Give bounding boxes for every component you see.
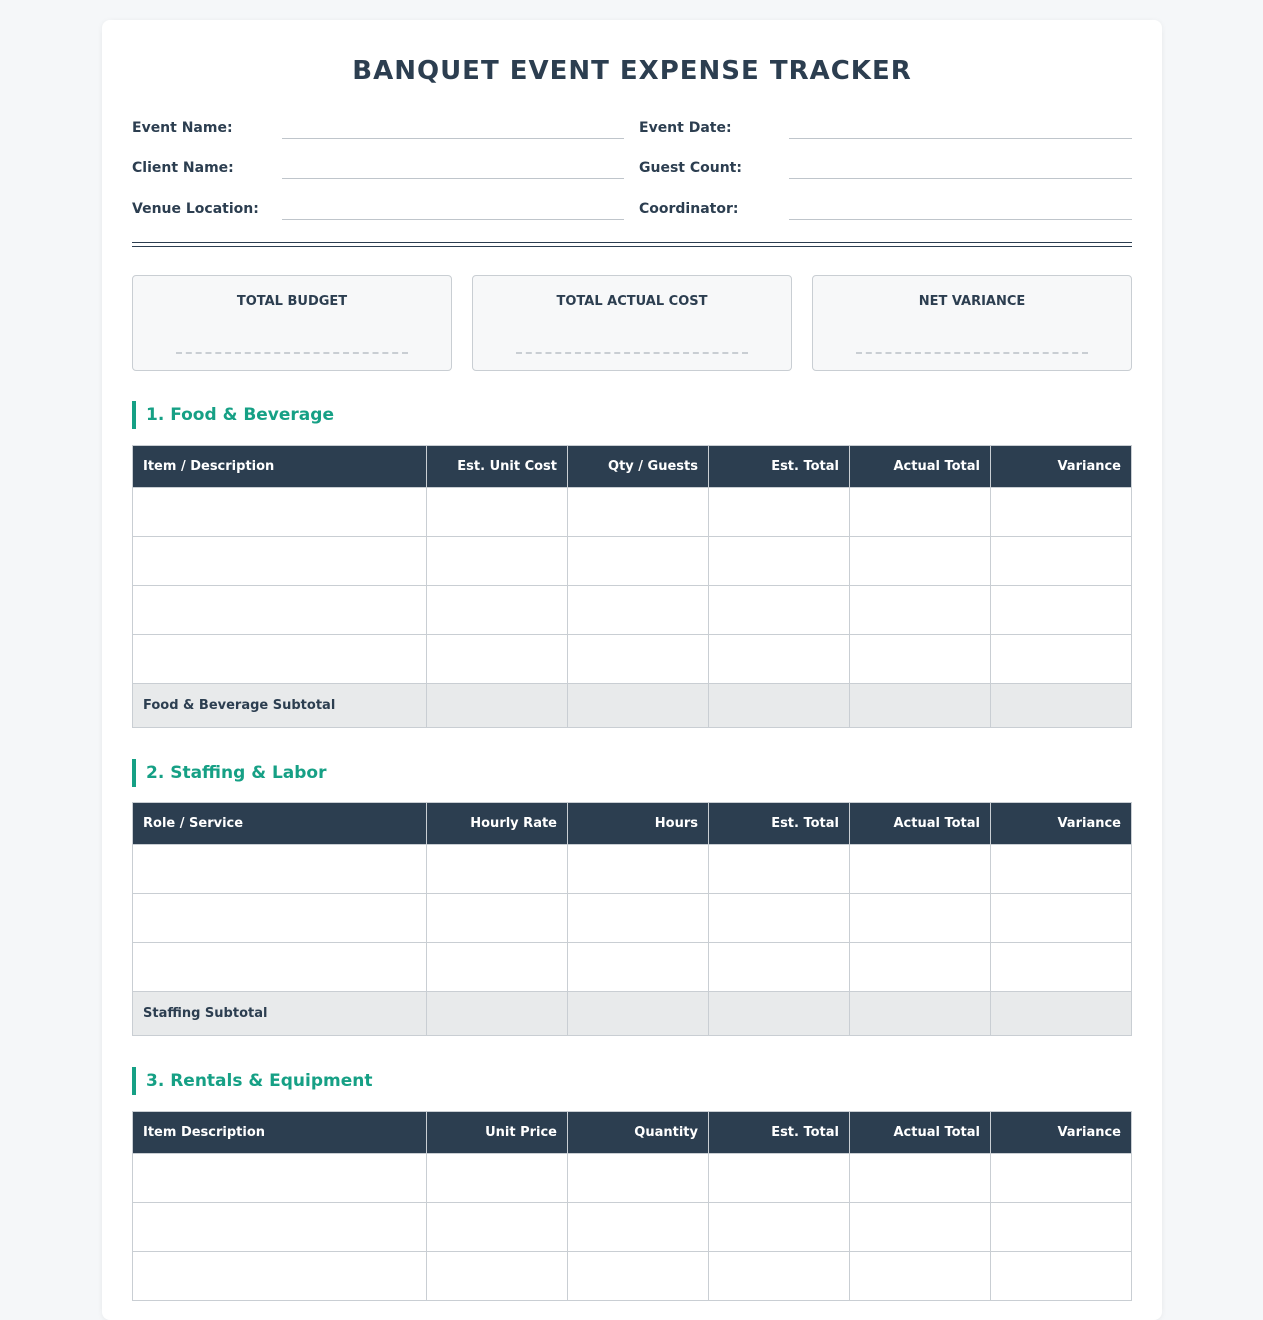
table-cell[interactable] xyxy=(568,684,709,728)
event-name-field[interactable] xyxy=(282,138,624,139)
info-row-2 xyxy=(132,156,1132,182)
event-date-field[interactable] xyxy=(789,138,1132,139)
info-row-1 xyxy=(132,116,1132,142)
table-cell[interactable] xyxy=(709,488,850,537)
subtotal-row xyxy=(133,992,1132,1036)
table-header-row xyxy=(133,1112,1132,1154)
table-cell[interactable] xyxy=(709,1154,850,1203)
table-cell[interactable] xyxy=(133,1203,427,1252)
table-cell[interactable] xyxy=(709,1203,850,1252)
table-header-row xyxy=(133,803,1132,845)
table-cell[interactable] xyxy=(991,1203,1132,1252)
table-row xyxy=(133,1203,1132,1252)
table-cell[interactable] xyxy=(850,943,991,992)
guest-count-field[interactable] xyxy=(789,178,1132,179)
table-row xyxy=(133,537,1132,586)
table-cell[interactable] xyxy=(850,586,991,635)
table-cell[interactable] xyxy=(991,684,1132,728)
table-cell[interactable] xyxy=(133,635,427,684)
subtotal-row xyxy=(133,684,1132,728)
table-cell[interactable] xyxy=(133,586,427,635)
staffing-labor-table xyxy=(132,802,1132,1036)
table-cell[interactable] xyxy=(850,845,991,894)
table-cell[interactable] xyxy=(568,943,709,992)
table-cell[interactable] xyxy=(568,992,709,1036)
table-cell[interactable] xyxy=(568,488,709,537)
total-actual-cost-card xyxy=(472,275,792,371)
total-budget-field[interactable] xyxy=(176,352,408,354)
table-cell[interactable] xyxy=(991,586,1132,635)
column-header: Item Description xyxy=(133,1112,427,1154)
subtotal-label: Staffing Subtotal xyxy=(133,992,427,1036)
table-cell[interactable] xyxy=(709,635,850,684)
table-cell[interactable] xyxy=(850,537,991,586)
table-row xyxy=(133,586,1132,635)
column-header: Variance xyxy=(991,1112,1132,1154)
net-variance-field[interactable] xyxy=(856,352,1088,354)
coordinator-label: Coordinator: xyxy=(639,201,739,217)
table-cell[interactable] xyxy=(991,1252,1132,1301)
rentals-equipment-table xyxy=(132,1111,1132,1301)
table-cell[interactable] xyxy=(709,894,850,943)
table-row xyxy=(133,1154,1132,1203)
table-cell[interactable] xyxy=(427,1154,568,1203)
table-row xyxy=(133,894,1132,943)
column-header: Variance xyxy=(991,446,1132,488)
net-variance-label: NET VARIANCE xyxy=(918,294,1026,309)
table-cell[interactable] xyxy=(991,488,1132,537)
column-header: Est. Total xyxy=(709,803,850,845)
guest-count-label: Guest Count: xyxy=(639,160,742,176)
table-cell[interactable] xyxy=(709,586,850,635)
table-cell[interactable] xyxy=(133,943,427,992)
table-cell[interactable] xyxy=(427,992,568,1036)
section-heading-food-beverage: 1. Food & Beverage xyxy=(132,401,1132,429)
header-divider xyxy=(132,242,1132,247)
table-row xyxy=(133,845,1132,894)
table-cell[interactable] xyxy=(133,845,427,894)
table-cell[interactable] xyxy=(991,943,1132,992)
table-cell[interactable] xyxy=(991,1154,1132,1203)
table-cell[interactable] xyxy=(850,992,991,1036)
table-cell[interactable] xyxy=(427,635,568,684)
table-cell[interactable] xyxy=(568,1203,709,1252)
total-actual-cost-field[interactable] xyxy=(516,352,748,354)
client-name-field[interactable] xyxy=(282,178,624,179)
column-header: Quantity xyxy=(568,1112,709,1154)
table-cell[interactable] xyxy=(427,845,568,894)
column-header: Item / Description xyxy=(133,446,427,488)
table-cell[interactable] xyxy=(133,488,427,537)
table-cell[interactable] xyxy=(991,992,1132,1036)
table-cell[interactable] xyxy=(427,894,568,943)
table-cell[interactable] xyxy=(568,537,709,586)
table-cell[interactable] xyxy=(850,488,991,537)
table-cell[interactable] xyxy=(709,1252,850,1301)
table-cell[interactable] xyxy=(133,1154,427,1203)
page-title: BANQUET EVENT EXPENSE TRACKER xyxy=(352,56,912,86)
table-cell[interactable] xyxy=(709,537,850,586)
total-actual-cost-label: TOTAL ACTUAL COST xyxy=(556,294,708,309)
table-cell[interactable] xyxy=(568,845,709,894)
table-cell[interactable] xyxy=(427,1252,568,1301)
column-header: Est. Total xyxy=(709,446,850,488)
table-cell[interactable] xyxy=(568,635,709,684)
table-cell[interactable] xyxy=(709,684,850,728)
table-cell[interactable] xyxy=(133,1252,427,1301)
table-cell[interactable] xyxy=(568,1252,709,1301)
total-budget-label: TOTAL BUDGET xyxy=(236,294,348,309)
coordinator-field[interactable] xyxy=(789,219,1132,220)
column-header: Est. Total xyxy=(709,1112,850,1154)
info-row-3 xyxy=(132,197,1132,223)
venue-location-label: Venue Location: xyxy=(132,201,259,217)
subtotal-label: Food & Beverage Subtotal xyxy=(133,684,427,728)
column-header: Hourly Rate xyxy=(427,803,568,845)
table-cell[interactable] xyxy=(850,635,991,684)
table-cell[interactable] xyxy=(568,586,709,635)
column-header: Actual Total xyxy=(850,446,991,488)
section-heading-rentals-equipment: 3. Rentals & Equipment xyxy=(132,1067,1132,1095)
food-beverage-table xyxy=(132,445,1132,728)
table-row xyxy=(133,1252,1132,1301)
column-header: Unit Price xyxy=(427,1112,568,1154)
column-header: Hours xyxy=(568,803,709,845)
table-row xyxy=(133,943,1132,992)
table-cell[interactable] xyxy=(991,537,1132,586)
table-cell[interactable] xyxy=(427,684,568,728)
table-cell[interactable] xyxy=(709,943,850,992)
table-cell[interactable] xyxy=(133,537,427,586)
event-date-label: Event Date: xyxy=(639,120,732,136)
table-cell[interactable] xyxy=(991,845,1132,894)
table-cell[interactable] xyxy=(991,894,1132,943)
column-header: Actual Total xyxy=(850,803,991,845)
table-cell[interactable] xyxy=(568,894,709,943)
table-header-row xyxy=(133,446,1132,488)
section-heading-staffing-labor: 2. Staffing & Labor xyxy=(132,759,1132,787)
table-cell[interactable] xyxy=(850,684,991,728)
column-header: Est. Unit Cost xyxy=(427,446,568,488)
table-cell[interactable] xyxy=(427,1203,568,1252)
table-cell[interactable] xyxy=(850,1252,991,1301)
event-name-label: Event Name: xyxy=(132,120,233,136)
table-cell[interactable] xyxy=(427,943,568,992)
table-row xyxy=(133,488,1132,537)
table-cell[interactable] xyxy=(850,894,991,943)
table-cell[interactable] xyxy=(568,1154,709,1203)
table-cell[interactable] xyxy=(850,1203,991,1252)
venue-location-field[interactable] xyxy=(282,219,624,220)
column-header: Qty / Guests xyxy=(568,446,709,488)
net-variance-card xyxy=(812,275,1132,371)
table-cell[interactable] xyxy=(709,992,850,1036)
column-header: Role / Service xyxy=(133,803,427,845)
column-header: Actual Total xyxy=(850,1112,991,1154)
table-cell[interactable] xyxy=(991,635,1132,684)
column-header: Variance xyxy=(991,803,1132,845)
expense-tracker-sheet xyxy=(102,20,1162,1320)
total-budget-card xyxy=(132,275,452,371)
client-name-label: Client Name: xyxy=(132,160,234,176)
table-cell[interactable] xyxy=(133,894,427,943)
table-cell[interactable] xyxy=(427,586,568,635)
table-cell[interactable] xyxy=(427,537,568,586)
table-cell[interactable] xyxy=(427,488,568,537)
table-cell[interactable] xyxy=(709,845,850,894)
table-cell[interactable] xyxy=(850,1154,991,1203)
table-row xyxy=(133,635,1132,684)
